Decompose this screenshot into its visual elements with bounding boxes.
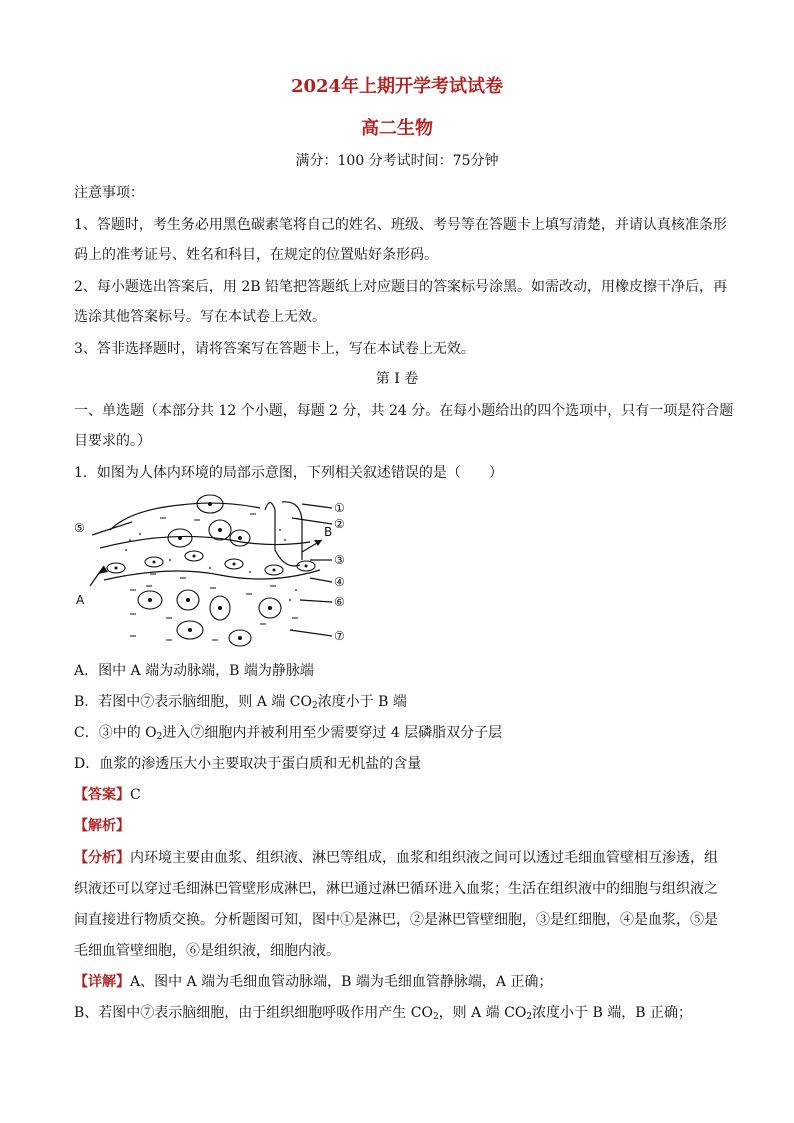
note-line: 2、每小题选出答案后，用 2B 铅笔把答题纸上对应题目的答案标号涂黑。如需改动，用橡皮擦干净后，再 xyxy=(74,279,728,295)
detail-line-a: 【详解】A、图中 A 端为毛细血管动脉端，B 端为毛细血管静脉端，A 正确； xyxy=(74,974,553,990)
part-heading-cont: 目要求的。） xyxy=(74,433,151,449)
arrow-b-head xyxy=(314,540,322,546)
capillary-lower-wall xyxy=(104,570,320,580)
label-5: ⑤ xyxy=(74,521,85,535)
option-d: D．血浆的渗透压大小主要取决于蛋白质和无机盐的含量 xyxy=(74,756,422,772)
lymph-vessel-wall xyxy=(265,503,300,567)
label-1: ① xyxy=(334,501,345,515)
label-a: A xyxy=(76,593,85,607)
analysis-line: 毛细血管壁细胞，⑥是组织液，细胞内液。 xyxy=(74,943,340,959)
label-3: ③ xyxy=(334,553,345,567)
capillary-upper-wall xyxy=(100,536,310,548)
internal-environment-diagram xyxy=(70,490,360,650)
option-a: A．图中 A 端为动脉端，B 端为静脉端 xyxy=(74,663,314,679)
note-line: 3、答非选择题时，请将答案写在答题卡上，写在本试卷上无效。 xyxy=(74,341,475,357)
label-7: ⑦ xyxy=(334,629,345,643)
lymph-vessel-outer xyxy=(282,502,302,560)
label-2: ② xyxy=(334,517,345,531)
option-c: C．③中的 $O_2$进入⑦细胞内并被利用至少需要穿过 4 层磷脂双分子层 xyxy=(74,725,503,742)
question-stem: 1．如图为人体内环境的局部示意图，下列相关叙述错误的是（ ） xyxy=(74,465,503,481)
volume-heading: 第 I 卷 xyxy=(375,371,419,387)
exam-meta: 满分：100 分考试时间：75分钟 xyxy=(295,153,499,169)
analysis-line: 织液还可以穿过毛细淋巴管壁形成淋巴，淋巴通过淋巴循环进入血浆；生活在组织液中的细胞与组织液之 xyxy=(74,881,718,897)
subject-title: 高二生物 xyxy=(361,118,433,139)
label-6: ⑥ xyxy=(334,595,345,609)
pointer-1 xyxy=(302,504,332,508)
note-line: 选涂其他答案标号。写在本试卷上无效。 xyxy=(74,309,326,325)
analysis-heading: 【解析】 xyxy=(74,818,130,834)
note-line: 1、答题时，考生务必用黑色碳素笔将自己的姓名、班级、考号等在答题卡上填写清楚，并请认真核准条形 xyxy=(74,217,727,233)
option-b: B．若图中⑦表示脑细胞，则 A 端 $CO_2$浓度小于 B 端 xyxy=(74,694,407,711)
exam-title: 2024年上期开学考试试卷 xyxy=(290,76,504,97)
notes-heading: 注意事项： xyxy=(74,185,144,201)
pointer-5 xyxy=(92,522,132,535)
tissue-boundary xyxy=(110,503,260,530)
answer-line: 【答案】C xyxy=(74,787,141,803)
analysis-line: 【分析】内环境主要由血浆、组织液、淋巴等组成，血浆和组织液之间可以透过毛细血管壁相互渗透，组 xyxy=(74,850,718,866)
note-line: 码上的准考证号、姓名和科目，在规定的位置贴好条形码。 xyxy=(74,247,438,263)
label-4: ④ xyxy=(334,575,345,589)
label-b: B xyxy=(324,525,333,539)
part-heading: 一、单选题（本部分共 12 个小题，每题 2 分，共 24 分。在每小题给出的四个选项中，只有一项是符合题 xyxy=(74,403,734,419)
analysis-line: 间直接进行物质交换。分析题图可知，图中①是淋巴，②是淋巴管壁细胞，③是红细胞，④是血浆，⑤是 xyxy=(74,912,718,928)
detail-line-b: B、若图中⑦表示脑细胞，由于组织细胞呼吸作用产生 $CO_2$，则 A 端 $CO_2$浓度小于 B 端，B 正确； xyxy=(74,1005,692,1022)
